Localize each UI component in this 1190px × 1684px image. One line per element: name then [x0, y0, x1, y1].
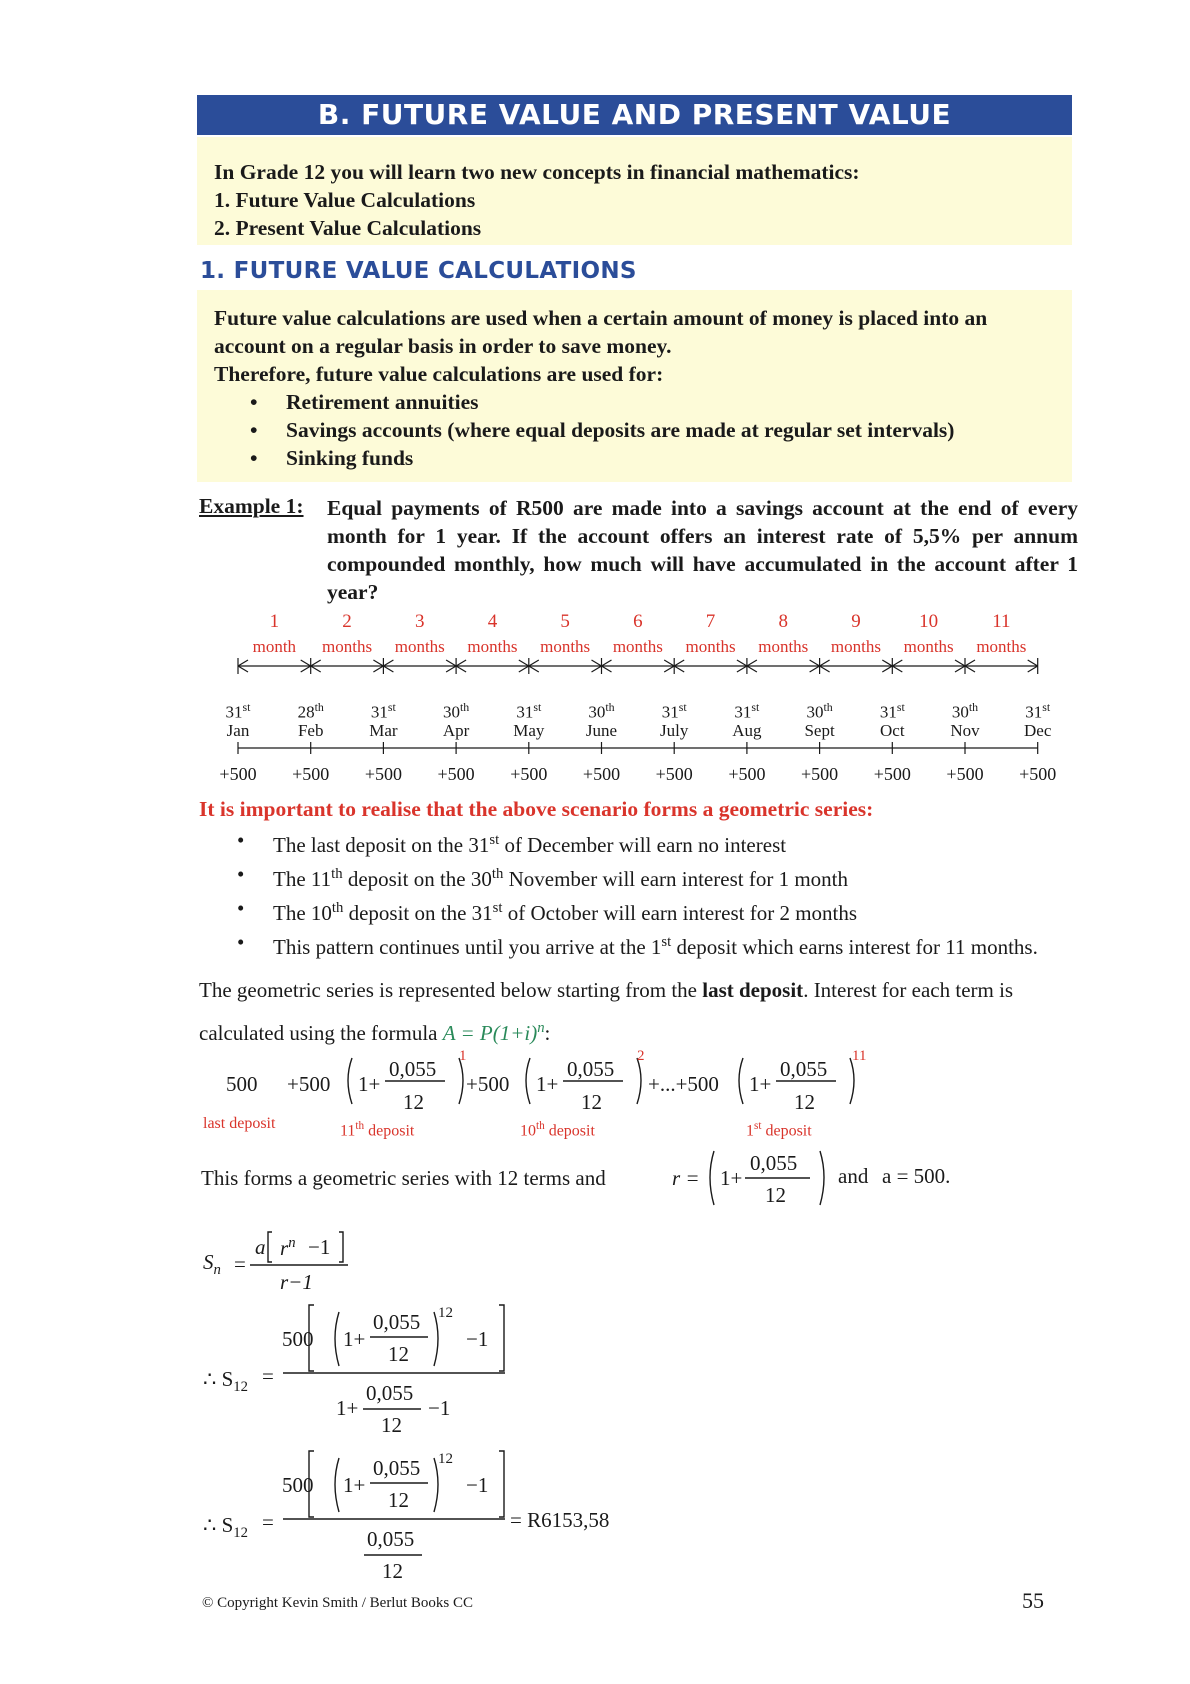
interval-unit: months [685, 637, 736, 656]
formula: $A = P(1+i)^n$ [442, 1020, 545, 1045]
s12-minus1: −1 [466, 1327, 489, 1351]
s12-denom-den: 12 [382, 1559, 403, 1583]
interval-number: 11 [992, 611, 1011, 632]
deposit-amount: +500 [728, 764, 766, 784]
fv-paragraph-1: Future value calculations are used when a certain amount of money is placed into an account on a regular basis in order to save money. [214, 306, 988, 358]
intro-item-1: 1. Future Value Calculations [214, 188, 476, 212]
ratio-and: and [838, 1164, 869, 1188]
page-number: 55 [1022, 1588, 1044, 1613]
s12-denom-num: 0,055 [367, 1527, 415, 1551]
interval-unit: months [976, 637, 1027, 656]
interval-unit: months [758, 637, 809, 656]
label-1st-deposit: 1st deposit [746, 1120, 812, 1140]
ratio-text: This forms a geometric series with 12 terms and [201, 1166, 606, 1190]
s12-500: 500 [282, 1473, 314, 1497]
series-exp: 1 [459, 1048, 467, 1064]
series-num: 0,055 [780, 1057, 828, 1081]
series-term: +...+500 [648, 1072, 719, 1096]
deposit-amount: +500 [364, 764, 402, 784]
s12-symbol: ∴ $S_{12}$ [203, 1513, 248, 1542]
series-den: 12 [403, 1090, 424, 1114]
series-term: +500 [287, 1072, 331, 1096]
equals: = [234, 1252, 246, 1276]
date-month: Sept [804, 721, 835, 740]
final-result: = R6153,58 [510, 1508, 610, 1532]
ratio-a: a = 500. [882, 1164, 951, 1188]
deposit-amount: +500 [1019, 764, 1057, 784]
deposit-amount: +500 [510, 764, 548, 784]
deposit-amount: +500 [219, 764, 257, 784]
sn-rn: $r^n$ [280, 1235, 296, 1260]
ratio-num: 0,055 [750, 1151, 798, 1175]
intro-item-2: 2. Present Value Calculations [214, 216, 482, 240]
series-den: 12 [581, 1090, 602, 1114]
copyright-footer: © Copyright Kevin Smith / Berlut Books CC [202, 1595, 473, 1611]
section-heading: 1. FUTURE VALUE CALCULATIONS [200, 258, 637, 284]
series-term: 1+ [749, 1072, 772, 1096]
interval-number: 10 [919, 611, 939, 632]
series-exp: 2 [637, 1048, 645, 1064]
ratio-den: 12 [765, 1183, 786, 1207]
example-label: Example 1: [199, 494, 304, 518]
date-day: 31st [370, 700, 396, 722]
interval-unit: months [322, 637, 373, 656]
label-11th-deposit: 11th deposit [340, 1120, 415, 1140]
series-exp: 11 [852, 1048, 867, 1064]
interval-number: 5 [560, 611, 570, 632]
fv-use-item: • Savings accounts (where equal deposits are made at regular set intervals) [214, 416, 1064, 444]
date-day: 31st [734, 700, 760, 722]
deposit-amount: +500 [946, 764, 984, 784]
fv-use-item: • Retirement annuities [214, 388, 1064, 416]
date-day: 31st [225, 700, 251, 722]
interval-number: 4 [487, 611, 498, 632]
series-num: 0,055 [567, 1057, 615, 1081]
date-month: Jan [226, 721, 250, 740]
interval-unit: month [252, 637, 297, 656]
series-term: 1+ [358, 1072, 381, 1096]
s12-symbol: ∴ $S_{12}$ [203, 1367, 248, 1396]
series-term: +500 [466, 1072, 510, 1096]
deposit-amount: +500 [582, 764, 621, 784]
date-month: Mar [369, 721, 398, 740]
example-text: Equal payments of R500 are made into a savings account at the end of every month for 1 year. If the account offers an interest rate of 5,5% per annum compounded monthly, how much will have accumulated in the account after 1 year? [327, 496, 1078, 604]
ratio-one-plus: 1+ [720, 1166, 743, 1190]
equals: = [262, 1364, 274, 1388]
series-paragraph: The geometric series is represented below starting from the last deposit. Interest for each term is calculated using the formula $A = P(1+i)^n$: [199, 978, 1014, 1045]
date-day: 28th [297, 700, 324, 722]
observation-item: • This pattern continues until you arrive at the 1st deposit which earns interest for 11 months. [199, 928, 1079, 962]
date-day: 31st [661, 700, 687, 722]
s12-exp: 12 [438, 1305, 453, 1321]
date-month: Aug [732, 721, 762, 740]
deposit-amount: +500 [437, 764, 475, 784]
s12-denom-one-plus: 1+ [336, 1396, 359, 1420]
observation-item: • The last deposit on the 31st of December will earn no interest [199, 826, 1079, 860]
fv-use-item: • Sinking funds [214, 444, 1064, 472]
ratio-r: r = [672, 1166, 700, 1190]
date-month: Dec [1024, 721, 1052, 740]
s12-denom-num: 0,055 [366, 1381, 414, 1405]
date-month: Apr [442, 721, 470, 740]
date-day: 31st [516, 700, 542, 722]
s12-minus1: −1 [466, 1473, 489, 1497]
date-month: Nov [950, 721, 980, 740]
date-month: Feb [297, 721, 324, 740]
date-day: 31st [1025, 700, 1051, 722]
s12-exp: 12 [438, 1451, 453, 1467]
s12-den: 12 [388, 1342, 409, 1366]
interval-unit: months [467, 637, 518, 656]
intro-line: In Grade 12 you will learn two new concepts in financial mathematics: [214, 160, 860, 184]
s12-num: 0,055 [373, 1310, 421, 1334]
deposit-amount: +500 [873, 764, 911, 784]
series-num: 0,055 [389, 1057, 437, 1081]
label-10th-deposit: 10th deposit [520, 1120, 595, 1140]
deposit-amount: +500 [801, 764, 839, 784]
deposit-amount: +500 [655, 764, 693, 784]
s12-den: 12 [388, 1488, 409, 1512]
interval-number: 3 [415, 611, 425, 632]
date-day: 31st [879, 700, 905, 722]
interval-number: 2 [342, 611, 352, 632]
date-month: June [585, 721, 618, 740]
fv-paragraph-2: Therefore, future value calculations are used for: [214, 362, 664, 386]
sn-symbol: $S_n$ [203, 1250, 221, 1279]
label-last-deposit: last deposit [203, 1115, 276, 1132]
date-day: 30th [588, 700, 615, 722]
interval-unit: months [903, 637, 954, 656]
interval-unit: months [830, 637, 881, 656]
interval-number: 1 [269, 611, 280, 632]
deposit-amount: +500 [292, 764, 330, 784]
important-note: It is important to realise that the above scenario forms a geometric series: [199, 797, 874, 821]
equals: = [262, 1510, 274, 1534]
date-day: 30th [806, 700, 833, 722]
series-den: 12 [794, 1090, 815, 1114]
interval-number: 6 [633, 611, 643, 632]
interval-unit: months [394, 637, 445, 656]
series-term: 1+ [536, 1072, 559, 1096]
s12-num: 0,055 [373, 1456, 421, 1480]
date-day: 30th [442, 700, 470, 722]
s12-denom-den: 12 [381, 1413, 402, 1437]
interval-number: 8 [778, 611, 788, 632]
interval-unit: months [612, 637, 663, 656]
s12-500: 500 [282, 1327, 314, 1351]
s12-denom-minus1: −1 [428, 1396, 451, 1420]
s12-one-plus: 1+ [343, 1473, 366, 1497]
observation-item: • The 10th deposit on the 31st of October will earn interest for 2 months [199, 894, 1079, 928]
interval-unit: months [540, 637, 591, 656]
interval-number: 9 [851, 611, 861, 632]
sn-a: a [255, 1235, 266, 1259]
s12-one-plus: 1+ [343, 1327, 366, 1351]
date-month: Oct [880, 721, 905, 740]
chapter-banner: B. FUTURE VALUE AND PRESENT VALUE [197, 95, 1072, 135]
date-month: July [660, 721, 689, 740]
series-term: 500 [226, 1072, 258, 1096]
interval-number: 7 [705, 611, 716, 632]
sn-denominator: r−1 [280, 1270, 313, 1294]
sn-minus1: −1 [308, 1235, 331, 1259]
observation-item: • The 11th deposit on the 30th November will earn interest for 1 month [199, 860, 1079, 894]
date-month: May [513, 721, 545, 740]
date-day: 30th [951, 700, 979, 722]
